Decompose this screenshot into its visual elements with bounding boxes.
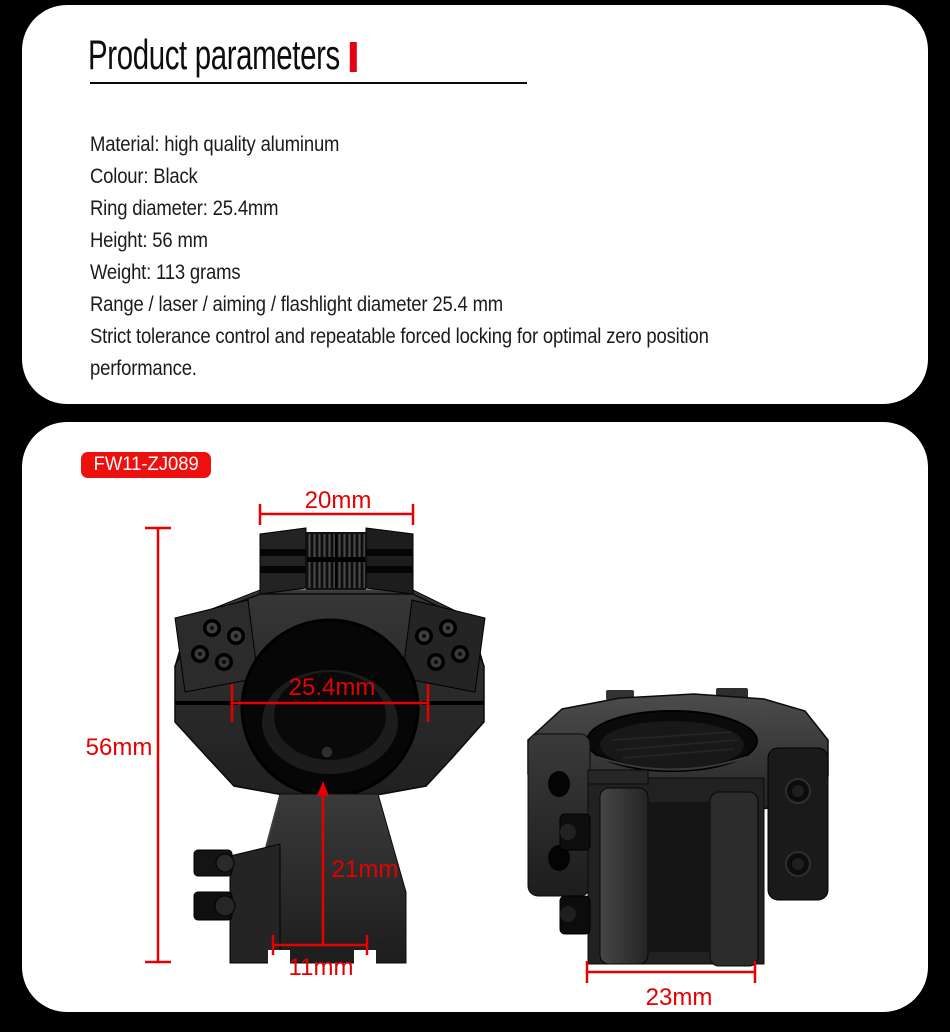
spec-line-weight: Weight: 113 grams bbox=[90, 261, 241, 284]
clamp-knobs bbox=[194, 850, 235, 920]
dimension-top-clamp-width bbox=[260, 487, 413, 525]
page-title: Product parameters bbox=[88, 31, 340, 78]
dimension-label-top-clamp: 20mm bbox=[304, 487, 372, 514]
spec-line-colour: Colour: Black bbox=[90, 165, 198, 188]
spec-line-ring: Ring diameter: 25.4mm bbox=[90, 197, 279, 220]
spec-line-tolerance2: performance. bbox=[90, 357, 197, 380]
spec-line-range: Range / laser / aiming / flashlight diameter 25.4 mm bbox=[90, 293, 504, 316]
dimension-label-ring-diameter: 25.4mm bbox=[288, 674, 376, 701]
dimension-low-mount-width bbox=[587, 961, 755, 1011]
dimension-label-height: 56mm bbox=[85, 734, 153, 761]
spec-panel bbox=[22, 5, 928, 404]
low-mount-illustration bbox=[528, 688, 828, 966]
spec-line-material: Material: high quality aluminum bbox=[90, 133, 340, 156]
diagram-panel bbox=[22, 422, 928, 1012]
dimension-label-dovetail: 11mm bbox=[288, 954, 354, 981]
dimension-label-low-mount: 23mm bbox=[645, 984, 713, 1011]
spec-line-tolerance: Strict tolerance control and repeatable forced locking for optimal zero position bbox=[90, 325, 709, 348]
product-diagram bbox=[22, 422, 928, 1012]
model-badge: FW11-ZJ089 bbox=[81, 452, 211, 478]
page-title-row bbox=[88, 31, 357, 79]
spec-line-height: Height: 56 mm bbox=[90, 229, 208, 252]
title-underline bbox=[90, 82, 527, 84]
dimension-label-base-height: 21mm bbox=[331, 856, 399, 883]
spec-list bbox=[90, 129, 882, 385]
high-mount-illustration bbox=[175, 528, 485, 964]
dimension-total-height bbox=[86, 528, 171, 962]
title-accent-bar bbox=[350, 42, 357, 72]
